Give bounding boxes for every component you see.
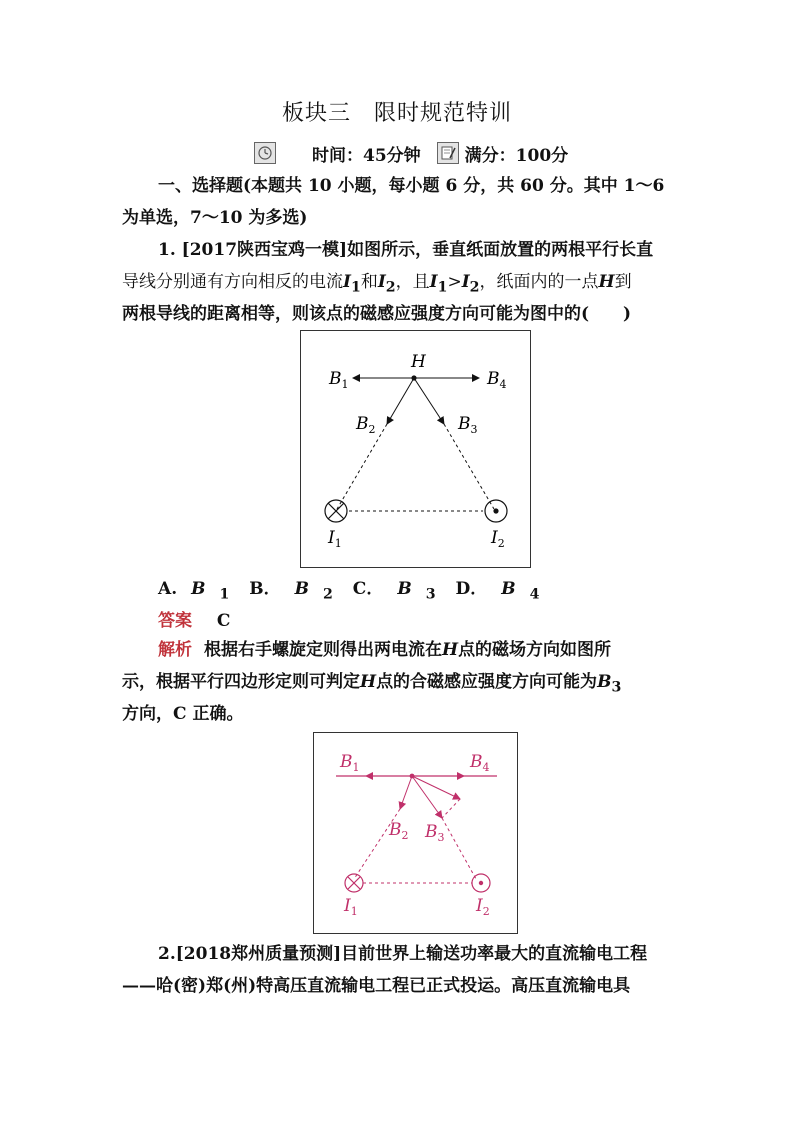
q1-text-2b: ，且	[395, 272, 430, 292]
option-b[interactable]: B． B $_2$	[249, 579, 333, 603]
option-a[interactable]: A. B $_1$	[158, 579, 230, 603]
cmp-op: >	[447, 272, 462, 292]
label-B4: $B_4$	[487, 369, 507, 391]
question-2-line2: ——哈(密)郑(州)特高压直流输电工程已正式投运。高压直流输电具	[122, 976, 631, 996]
analysis-label: 解析	[158, 640, 192, 660]
figure-2	[313, 732, 518, 934]
figure-1	[300, 330, 531, 568]
analysis-var-H2: H	[360, 672, 377, 692]
label-B2: $B_2$	[356, 414, 376, 436]
label-B2-red: $B_2$	[389, 820, 409, 842]
answer-line	[158, 606, 230, 631]
page-title: 板块三 限时规范特训	[281, 101, 512, 126]
analysis-sub-3: 3	[611, 679, 622, 696]
dashed-right	[444, 424, 494, 509]
label-I2: $I_2$	[491, 528, 505, 550]
exam-meta	[254, 140, 568, 166]
q1-and: 和	[360, 272, 378, 292]
cmp-I1: I	[429, 272, 438, 292]
label-B3-red: $B_3$	[425, 822, 445, 844]
clock-icon	[254, 142, 276, 164]
analysis-var-H1: H	[442, 640, 459, 660]
label-I1: $I_1$	[328, 528, 342, 550]
analysis-line1	[158, 634, 678, 666]
q1-text-2a: 导线分别通有方向相反的电流	[122, 272, 343, 292]
label-B3: $B_3$	[458, 414, 478, 436]
var-I2: I	[377, 272, 386, 292]
q1-text-2c: ，纸面内的一点	[479, 272, 599, 292]
arrow-B2-red	[400, 776, 412, 809]
cmp-sub-1: 1	[437, 279, 448, 296]
question-1-line3: 两根导线的距离相等，则该点的磁感应强度方向可能为图中的( )	[122, 304, 632, 324]
section-heading-line1: 一、选择题(本题共 10 小题，每小题 6 分，共 60 分。其中 1～6	[158, 176, 665, 196]
analysis-text-1a: 根据右手螺旋定则得出两电流在	[204, 640, 442, 660]
dashed-left	[337, 424, 387, 509]
answer-value: C	[216, 611, 231, 631]
arrow-resultant-red	[412, 776, 460, 799]
analysis-text-2a: 示，根据平行四边形定则可判定	[122, 672, 360, 692]
analysis-text-2b: 点的合磁感应强度方向可能为	[376, 672, 598, 692]
current-I2-red	[472, 874, 490, 892]
cmp-I2: I	[461, 272, 470, 292]
time-limit: 时间：45分钟	[312, 145, 421, 166]
label-I1-red: $I_1$	[344, 896, 358, 918]
arrow-B2	[387, 378, 414, 424]
arrow-B3	[414, 378, 444, 424]
pen-paper-icon	[437, 142, 459, 164]
label-B1-red: $B_1$	[340, 752, 360, 774]
analysis-var-B3: B	[597, 672, 612, 692]
label-I2-red: $I_2$	[476, 896, 490, 918]
figure-1-diagram	[301, 331, 530, 567]
answer-label: 答案	[158, 611, 192, 631]
sub-2: 2	[385, 279, 396, 296]
point-H-red	[410, 774, 415, 779]
current-I1-into-page	[325, 500, 347, 522]
current-I2-out-of-page	[485, 500, 507, 522]
var-I1: I	[343, 272, 351, 292]
analysis-text-1b: 点的磁场方向如图所	[458, 640, 612, 660]
section-heading-line2: 为单选，7～10 为多选)	[122, 208, 308, 228]
point-H	[411, 375, 416, 380]
q1-options	[158, 574, 553, 602]
q1-text-1: 1. [2017陕西宝鸡一模]如图所示，垂直纸面放置的两根平行长直	[158, 240, 654, 260]
label-B4-red: $B_4$	[470, 752, 490, 774]
label-H: H	[411, 352, 426, 372]
question-2-line1: 2.[2018郑州质量预测]目前世界上输送功率最大的直流输电工程	[158, 944, 648, 964]
option-c[interactable]: C． B $_3$	[352, 579, 436, 603]
var-H: H	[598, 272, 615, 292]
figure-2-diagram	[314, 733, 517, 933]
cmp-sub-2: 2	[469, 279, 480, 296]
question-1-line1	[158, 234, 678, 266]
sub-1: 1	[350, 279, 361, 296]
parallelogram-side	[442, 799, 460, 818]
q1-text-2d: 到	[614, 272, 632, 292]
dashed-right-red	[442, 818, 476, 879]
analysis-line3: 方向，C 正确。	[122, 704, 244, 724]
full-score: 满分：100分	[464, 145, 569, 166]
current-I1-red	[345, 874, 363, 892]
label-B1: $B_1$	[329, 369, 349, 391]
arrow-B3-red	[412, 776, 442, 818]
option-d[interactable]: D． B $_4$	[455, 579, 540, 603]
